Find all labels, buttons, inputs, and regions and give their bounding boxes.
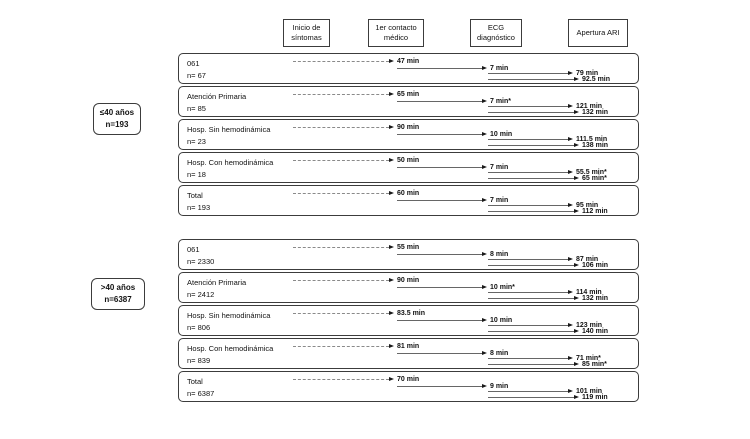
arrow-contact-to-ecg [397,284,515,291]
arrow-ecg-to-ari-upper [488,289,602,296]
arrow-symptom-to-contact [293,190,420,197]
timeline-row [178,152,639,183]
header-line: médico [383,33,409,42]
arrow-ecg-to-ari-lower [488,295,609,302]
arrow-symptom-to-contact [293,244,420,251]
timeline-row [178,53,639,84]
row-n: n= 806 [187,322,211,332]
time-ecg-to-ari-upper: 55.5 min* [576,169,607,176]
group-age: ≤40 años [99,108,135,117]
row-n: n= 85 [187,103,206,113]
time-ecg-to-ari-lower: 65 min* [582,175,607,182]
header-line: 1er contacto [375,22,417,32]
arrow-contact-to-ecg [397,65,509,72]
time-contact-to-ecg: 7 min [490,197,509,204]
timeline-row [178,239,639,270]
arrow-ecg-to-ari-upper [488,169,607,176]
time-symptom-to-contact: 81 min [397,343,420,350]
header-ecg-diagnostic [470,19,522,47]
row-name: Total [187,376,203,386]
arrow-ecg-to-ari-lower [488,76,611,83]
arrow-ecg-to-ari-upper [488,322,603,329]
time-ecg-to-ari-upper: 123 min [576,322,603,329]
row-name: 061 [187,58,200,68]
time-symptom-to-contact: 90 min [397,277,420,284]
arrow-ecg-to-ari-upper [488,70,599,77]
time-ecg-to-ari-lower: 106 min [582,262,609,269]
time-contact-to-ecg: 10 min [490,131,513,138]
arrow-contact-to-ecg [397,350,509,357]
row-name: Atención Primaria [187,91,247,101]
time-ecg-to-ari-lower: 112 min [582,208,608,215]
time-ecg-to-ari-lower: 119 min [582,394,608,401]
row-name: Hosp. Con hemodinámica [187,157,274,167]
header-first-medical-contact [368,19,424,47]
arrow-ecg-to-ari-upper [488,136,608,143]
time-ecg-to-ari-upper: 71 min* [576,355,601,362]
time-symptom-to-contact: 65 min [397,91,420,98]
arrow-ecg-to-ari-upper [488,202,599,209]
time-contact-to-ecg: 7 min [490,65,509,72]
time-contact-to-ecg: 7 min [490,164,509,171]
time-symptom-to-contact: 70 min [397,376,420,383]
group-label-over40 [91,278,145,310]
arrow-symptom-to-contact [293,91,420,98]
time-ecg-to-ari-lower: 132 min [582,109,609,116]
row-name: Atención Primaria [187,277,247,287]
row-name: Total [187,190,203,200]
time-ecg-to-ari-lower: 85 min* [582,361,607,368]
arrow-contact-to-ecg [397,98,512,105]
header-line: Inicio de [292,22,321,32]
group-age: >40 años [100,283,136,292]
time-ecg-to-ari-lower: 138 min [582,142,609,149]
time-ecg-to-ari-upper: 121 min [576,103,603,110]
time-symptom-to-contact: 83.5 min [397,310,426,317]
time-ecg-to-ari-upper: 111.5 min [576,136,608,143]
time-ecg-to-ari-upper: 101 min [576,388,603,395]
arrow-contact-to-ecg [397,383,509,390]
timeline-row [178,119,639,150]
arrow-ecg-to-ari-lower [488,328,609,335]
header-line: síntomas [291,33,322,42]
arrow-ecg-to-ari-lower [488,394,608,401]
time-contact-to-ecg: 8 min [490,350,509,357]
time-ecg-to-ari-upper: 79 min [576,70,599,77]
time-symptom-to-contact: 90 min [397,124,420,131]
time-ecg-to-ari-upper: 95 min [576,202,599,209]
time-contact-to-ecg: 9 min [490,383,509,390]
arrow-ecg-to-ari-upper [488,355,601,362]
row-n: n= 839 [187,355,211,365]
arrow-contact-to-ecg [397,251,509,258]
group-n: n=6387 [104,295,132,304]
header-line: Apertura ARI [576,27,620,37]
arrow-symptom-to-contact [293,343,420,350]
arrow-ecg-to-ari-lower [488,175,607,182]
arrow-contact-to-ecg [397,131,513,138]
time-contact-to-ecg: 10 min [490,317,513,324]
group-n: n=193 [105,120,129,129]
header-symptom-onset [283,19,330,47]
arrow-contact-to-ecg [397,164,509,171]
timeline-row [178,185,639,216]
time-symptom-to-contact: 50 min [397,157,420,164]
row-n: n= 18 [187,169,206,179]
row-n: n= 2412 [187,289,215,299]
timeline-row [178,86,639,117]
row-name: 061 [187,244,200,254]
arrow-ecg-to-ari-lower [488,208,608,215]
arrow-symptom-to-contact [293,310,426,317]
arrow-symptom-to-contact [293,157,420,164]
row-name: Hosp. Sin hemodinámica [187,310,271,320]
row-n: n= 6387 [187,388,215,398]
arrow-symptom-to-contact [293,376,420,383]
time-ecg-to-ari-lower: 132 min [582,295,609,302]
arrow-ecg-to-ari-upper [488,388,603,395]
row-n: n= 23 [187,136,206,146]
time-symptom-to-contact: 47 min [397,58,420,65]
group-label-under40 [93,103,141,135]
arrow-symptom-to-contact [293,124,420,131]
row-name: Hosp. Sin hemodinámica [187,124,271,134]
arrow-ecg-to-ari-upper [488,256,599,263]
time-symptom-to-contact: 60 min [397,190,420,197]
arrow-symptom-to-contact [293,58,420,65]
header-line: diagnóstico [477,33,515,42]
row-n: n= 2330 [187,256,215,266]
arrow-ecg-to-ari-lower [488,142,609,149]
time-ecg-to-ari-lower: 92.5 min [582,76,611,83]
time-symptom-to-contact: 55 min [397,244,420,251]
arrow-contact-to-ecg [397,317,513,324]
time-ecg-to-ari-upper: 114 min [576,289,602,296]
row-n: n= 67 [187,70,206,80]
time-contact-to-ecg: 7 min* [490,98,512,105]
timeline-row [178,305,639,336]
time-ecg-to-ari-upper: 87 min [576,256,599,263]
timeline-row [178,371,639,402]
time-contact-to-ecg: 8 min [490,251,509,258]
arrow-ecg-to-ari-lower [488,109,609,116]
header-ari-opening [568,19,628,47]
header-line: ECG [487,22,505,32]
arrow-symptom-to-contact [293,277,420,284]
time-ecg-to-ari-lower: 140 min [582,328,609,335]
time-contact-to-ecg: 10 min* [490,284,515,291]
row-n: n= 193 [187,202,211,212]
timeline-row [178,338,639,369]
arrow-contact-to-ecg [397,197,509,204]
timeline-row [178,272,639,303]
row-name: Hosp. Con hemodinámica [187,343,274,353]
arrow-ecg-to-ari-lower [488,262,609,269]
arrow-ecg-to-ari-lower [488,361,607,368]
arrow-ecg-to-ari-upper [488,103,603,110]
